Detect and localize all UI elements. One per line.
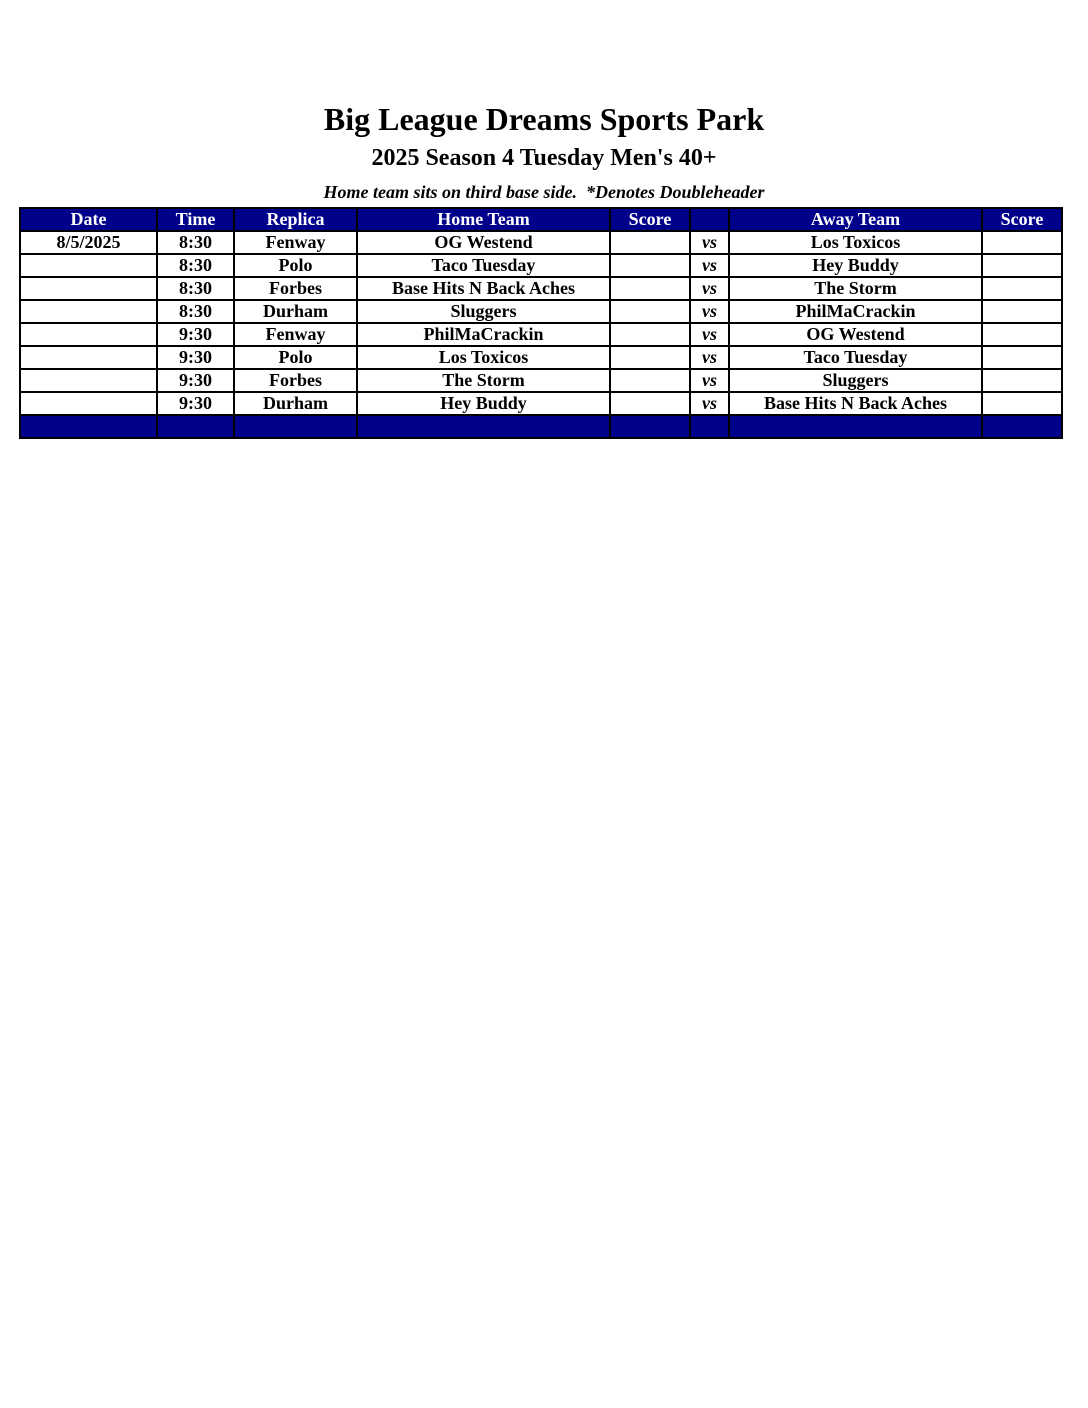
cell-away-score <box>982 369 1062 392</box>
cell-away-score <box>982 300 1062 323</box>
cell-vs: vs <box>690 346 729 369</box>
cell-replica: Polo <box>234 346 357 369</box>
column-header-time: Time <box>157 208 234 231</box>
cell-home-score <box>610 323 690 346</box>
table-footer-row <box>20 415 1062 438</box>
cell-away-score <box>982 392 1062 415</box>
cell-replica: Forbes <box>234 369 357 392</box>
cell-home-team: Sluggers <box>357 300 610 323</box>
schedule-note: Home team sits on third base side. *Denotes Doubleheader <box>323 182 765 202</box>
cell-away-team: Taco Tuesday <box>729 346 982 369</box>
column-header-home-score: Score <box>610 208 690 231</box>
cell-home-score <box>610 346 690 369</box>
cell-time: 9:30 <box>157 392 234 415</box>
cell-home-team: The Storm <box>357 369 610 392</box>
cell-replica: Durham <box>234 392 357 415</box>
page-title: Big League Dreams Sports Park <box>323 101 765 137</box>
footer-cell <box>20 415 157 438</box>
cell-home-team: Los Toxicos <box>357 346 610 369</box>
cell-home-team: Base Hits N Back Aches <box>357 277 610 300</box>
cell-time: 8:30 <box>157 300 234 323</box>
footer-cell <box>234 415 357 438</box>
table-row <box>20 369 1062 392</box>
cell-home-score <box>610 254 690 277</box>
page-subtitle: 2025 Season 4 Tuesday Men's 40+ <box>371 145 717 171</box>
cell-date: 8/5/2025 <box>20 231 157 254</box>
footer-cell <box>690 415 729 438</box>
cell-replica: Polo <box>234 254 357 277</box>
cell-away-team: Sluggers <box>729 369 982 392</box>
cell-vs: vs <box>690 300 729 323</box>
cell-away-score <box>982 323 1062 346</box>
table-row <box>20 277 1062 300</box>
cell-home-score <box>610 369 690 392</box>
cell-date <box>20 254 157 277</box>
cell-away-team: Los Toxicos <box>729 231 982 254</box>
cell-away-team: The Storm <box>729 277 982 300</box>
cell-home-score <box>610 277 690 300</box>
cell-date <box>20 346 157 369</box>
cell-date <box>20 277 157 300</box>
column-header-home-team: Home Team <box>357 208 610 231</box>
cell-vs: vs <box>690 231 729 254</box>
cell-away-team: OG Westend <box>729 323 982 346</box>
cell-vs: vs <box>690 254 729 277</box>
column-header-away-team: Away Team <box>729 208 982 231</box>
cell-time: 9:30 <box>157 346 234 369</box>
table-row <box>20 300 1062 323</box>
cell-away-team: Base Hits N Back Aches <box>729 392 982 415</box>
cell-time: 8:30 <box>157 277 234 300</box>
footer-cell <box>357 415 610 438</box>
cell-away-score <box>982 231 1062 254</box>
cell-home-team: PhilMaCrackin <box>357 323 610 346</box>
cell-away-team: Hey Buddy <box>729 254 982 277</box>
cell-date <box>20 369 157 392</box>
table-header-row <box>20 208 1062 231</box>
cell-date <box>20 392 157 415</box>
cell-away-score <box>982 254 1062 277</box>
cell-date <box>20 323 157 346</box>
cell-vs: vs <box>690 323 729 346</box>
cell-vs: vs <box>690 392 729 415</box>
table-row <box>20 346 1062 369</box>
table-row <box>20 231 1062 254</box>
cell-vs: vs <box>690 277 729 300</box>
column-header-replica: Replica <box>234 208 357 231</box>
cell-replica: Fenway <box>234 231 357 254</box>
cell-away-score <box>982 346 1062 369</box>
column-header-away-score: Score <box>982 208 1062 231</box>
table-row <box>20 323 1062 346</box>
cell-away-team: PhilMaCrackin <box>729 300 982 323</box>
schedule-table <box>19 207 1063 439</box>
cell-home-score <box>610 300 690 323</box>
cell-time: 9:30 <box>157 369 234 392</box>
footer-cell <box>982 415 1062 438</box>
cell-replica: Forbes <box>234 277 357 300</box>
cell-replica: Durham <box>234 300 357 323</box>
footer-cell <box>157 415 234 438</box>
cell-home-score <box>610 231 690 254</box>
cell-date <box>20 300 157 323</box>
table-row <box>20 392 1062 415</box>
cell-vs: vs <box>690 369 729 392</box>
table-row <box>20 254 1062 277</box>
cell-time: 9:30 <box>157 323 234 346</box>
cell-home-team: Taco Tuesday <box>357 254 610 277</box>
column-header-date: Date <box>20 208 157 231</box>
footer-cell <box>610 415 690 438</box>
column-header-vs <box>690 208 729 231</box>
footer-cell <box>729 415 982 438</box>
cell-home-score <box>610 392 690 415</box>
cell-time: 8:30 <box>157 231 234 254</box>
cell-away-score <box>982 277 1062 300</box>
cell-time: 8:30 <box>157 254 234 277</box>
cell-home-team: OG Westend <box>357 231 610 254</box>
cell-replica: Fenway <box>234 323 357 346</box>
cell-home-team: Hey Buddy <box>357 392 610 415</box>
